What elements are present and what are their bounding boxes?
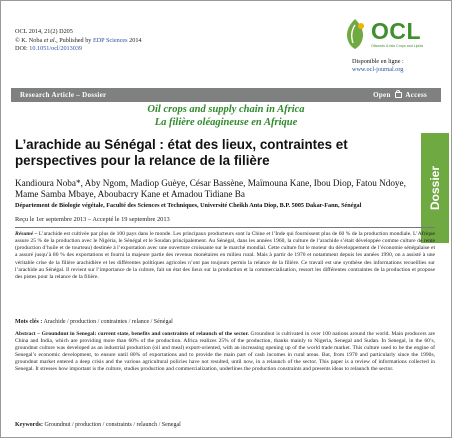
ocl-logo-icon [341, 17, 369, 51]
article-type-band [11, 88, 441, 102]
dossier-topic-en: Oil crops and supply chain in Africa [147, 104, 305, 115]
abstract-heading: Groundnut in Senegal: current state, benefits and constraints of relaunch of the sector. [40, 331, 249, 337]
article-dates: Reçu le 1er septembre 2013 – Accepté le 19 septembre 2013 [15, 216, 170, 223]
dossier-topic-fr: La filière oléagineuse en Afrique [154, 117, 298, 128]
journal-url-link[interactable]: www.ocl-journal.org [352, 66, 404, 73]
keywords-line [15, 422, 435, 428]
dossier-side-label: Dossier [428, 165, 442, 211]
doi-line: DOI: 10.1051/ocl/2013039 [15, 45, 83, 53]
online-availability [352, 58, 404, 74]
mots-cles-label: Mots clés : [15, 319, 43, 325]
copyright-line: © K. Noba et al., Published by EDP Sciences 2014 [15, 36, 142, 44]
mots-cles-text: Arachide / production / contraintes / relance / Sénégal [42, 319, 173, 325]
article-affiliation: Département de Biologie végétale, Faculté des Sciences et Techniques, Université Cheikh Anta Diop, B.P. 5005 Dakar-Fann, Sénégal [15, 202, 362, 209]
keywords-label: Keywords: [15, 422, 43, 428]
citation-line: OCL 2014, 21(2) D205 [15, 28, 73, 35]
open-access-label: Open Access [373, 91, 427, 99]
ocl-logo [341, 17, 441, 57]
article-title: L’arachide au Sénégal : état des lieux, contraintes et perspectives pour la relance de la filière [15, 137, 348, 168]
publisher-link[interactable]: EDP Sciences [92, 36, 128, 44]
article-type-label: Research Article – Dossier [20, 91, 107, 99]
ocl-logo-wordmark: OCL [371, 18, 422, 44]
ocl-logo-tagline: Oilseeds & fats Crops and Lipids [371, 44, 424, 48]
resume-paragraph [15, 231, 435, 281]
abstract-paragraph [15, 331, 435, 373]
abstract-text: Groundnut is cultivated in over 100 nations around the world. Main producers are China and India, which are providing more than 60% of the production. Africa realizes 25% of the production, thanks mainly to Nigeria, Senegal and Sudan. In Senegal, in the 60’s, groundnut culture was developed as an industrial production (oil and meal) export-oriented, with an increasing opening up of the world trade market. This culture used to be the engine of Senegal’s economic development, to ensure until 80% of exportations and to provide the main part of cash incomes in rural areas. But, from 1970 and particularly since the 1990s, groundnut market entered a deep crisis and the various agricultural policies have not resulted, until now, in a relaunch of the sector. This paper is a review of informations collected in Senegal. It stresses how important is the culture, studies production and commercialization, underlines the production constraints and presents ideas to relaunch the sector. [15, 331, 435, 373]
mots-cles-line [15, 319, 435, 325]
article-authors: Kandioura Noba*, Aby Ngom, Madiop Guèye, César Bassène, Maïmouna Kane, Ibou Diop, Fatou Ndoye, Mame Samba Mbaye, Aboubacry Kane et Amadou Tidiane Ba [15, 178, 406, 200]
available-label: Disponible en ligne : [352, 58, 404, 65]
abstract-box [15, 227, 435, 433]
doi-link[interactable]: 10.1051/ocl/2013039 [29, 45, 83, 53]
keywords-text: Groundnut / production / constraints / relaunch / Senegal [43, 422, 181, 428]
open-lock-icon [395, 92, 402, 98]
resume-label: Résumé – [15, 231, 38, 237]
resume-text: L’arachide est cultivée par plus de 100 pays dans le monde. Les principaux producteurs sont la Chine et l’Inde qui fournissent plus de 60 % de la production mondiale. L’Afrique assure 25 % de la production avec le Nigéria, le Sénégal et le Soudan principalement. Au Sénégal, dans les années 1960, la culture de l’arachide s’était développée comme culture de rente (production d’huile et de tourteau) destinée à l’exportation avec une ouverture croissante sur le marché mondial. Cette culture fut le moteur du développement de l’économie sénégalaise et a assuré jusqu’à 80 % des exportations et fourni la majeure partie des revenus monétaires en milieu rural. Mais à partir de 1970 et notamment depuis les années 1990, on a assisté à une véritable crise de la filière arachidière et les différentes politiques agricoles n’ont pas toujours permis la relance de la filière. Ce travail est une synthèse des informations recueillies sur l’arachide au Sénégal. Il revient sur l’importance de la culture, fait un état des lieux sur la production et la commercialisation, ressort les différentes contraintes de la production et propose des pistes pour la relance de la filière. [15, 231, 436, 280]
journal-citation-block [15, 28, 142, 54]
abstract-label: Abstract – [15, 331, 41, 337]
